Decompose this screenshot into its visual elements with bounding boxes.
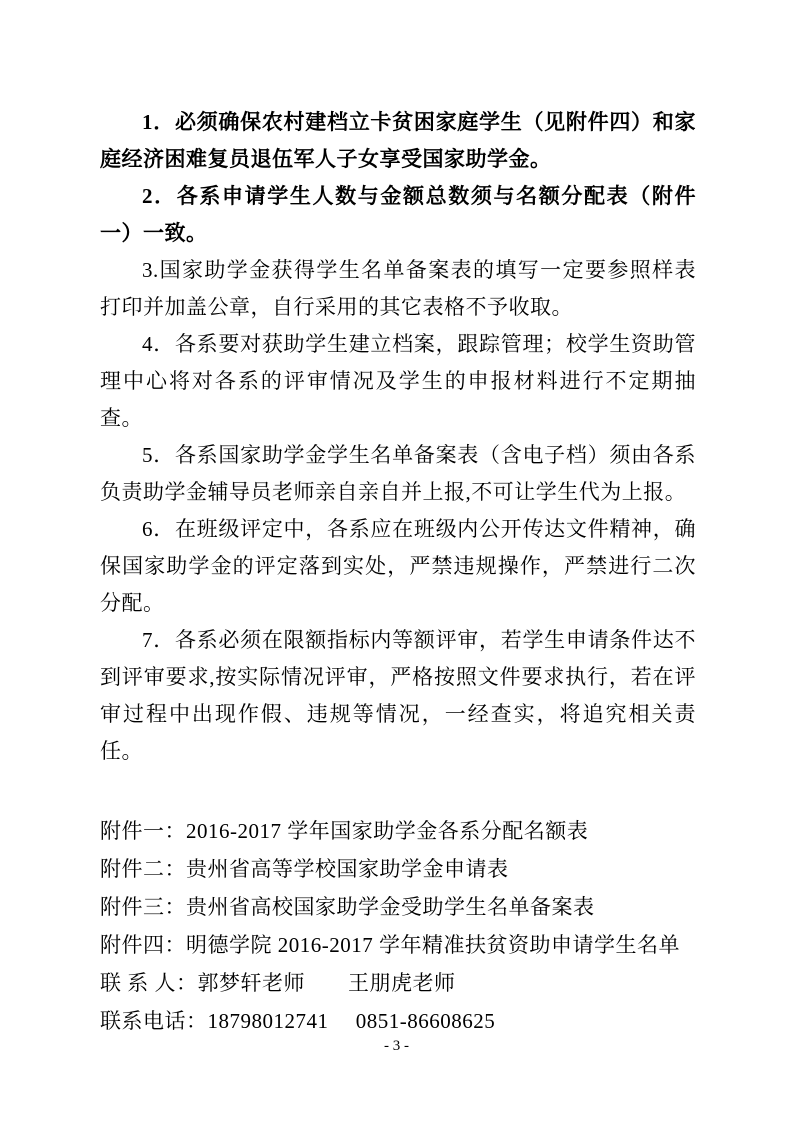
paragraph-item-1: 1．必须确保农村建档立卡贫困家庭学生（见附件四）和家庭经济困难复员退伍军人子女享受国家助学金。: [100, 110, 696, 171]
paragraph-item-3: 3.国家助学金获得学生名单备案表的填写一定要参照样表打印并加盖公章，自行采用的其它表格不予收取。: [100, 258, 696, 319]
page-number: - 3 -: [384, 1038, 409, 1054]
paragraph-item-6: 6．在班级评定中，各系应在班级内公开传达文件精神，确保国家助学金的评定落到实处，严禁违规操作，严禁进行二次分配。: [100, 517, 696, 615]
attachment-line-3: 附件三：贵州省高校国家助学金受助学生名单备案表: [100, 895, 595, 919]
paragraph-item-2: 2．各系申请学生人数与金额总数须与名额分配表（附件一）一致。: [100, 184, 696, 245]
contact-person-line: 联 系 人：郭梦轩老师 王朋虎老师: [100, 971, 456, 995]
paragraph-item-5: 5．各系国家助学金学生名单备案表（含电子档）须由各系负责助学金辅导员老师亲自亲自并上报,不可让学生代为上报。: [100, 443, 696, 504]
paragraph-item-4: 4．各系要对获助学生建立档案，跟踪管理；校学生资助管理中心将对各系的评审情况及学生的申报材料进行不定期抽查。: [100, 332, 696, 430]
attachment-line-2: 附件二：贵州省高等学校国家助学金申请表: [100, 857, 509, 881]
attachment-list: [100, 812, 696, 1040]
attachment-line-1: 附件一：2016-2017 学年国家助学金各系分配名额表: [100, 819, 589, 843]
attachment-line-4: 附件四：明德学院 2016-2017 学年精准扶贫资助申请学生名单: [100, 933, 680, 957]
document-body: [100, 104, 696, 1040]
paragraph-item-7: 7．各系必须在限额指标内等额评审，若学生申请条件达不到评审要求,按实际情况评审，严格按照文件要求执行，若在评审过程中出现作假、违规等情况，一经查实，将追究相关责任。: [100, 628, 696, 763]
contact-phone-line: 联系电话：18798012741 0851-86608625: [100, 1009, 496, 1033]
